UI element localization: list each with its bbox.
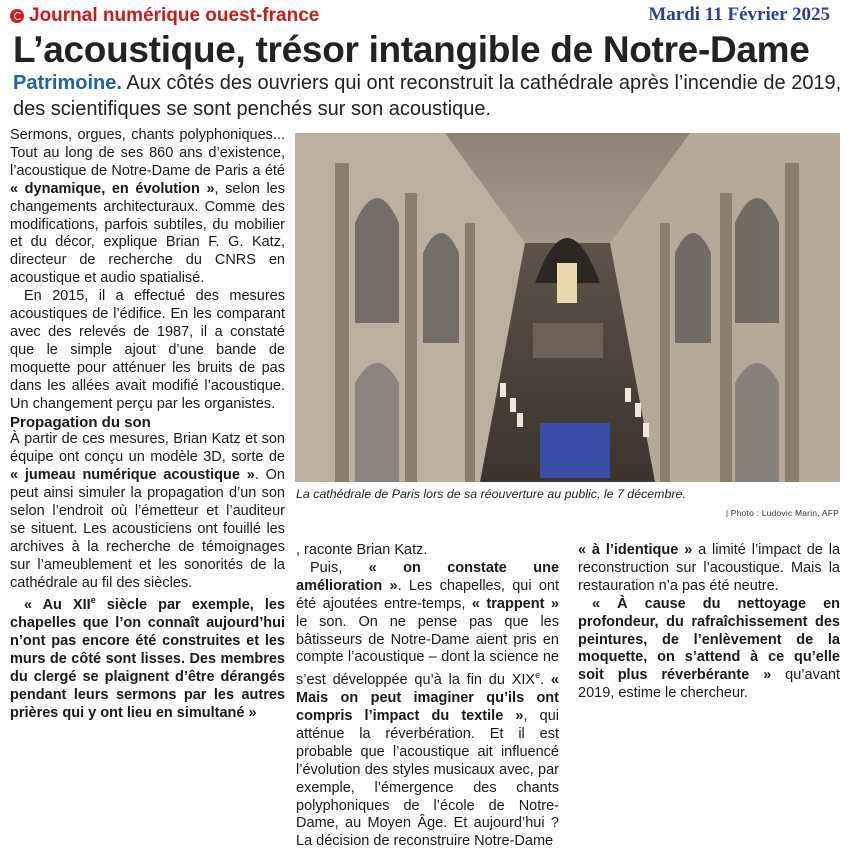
cathedral-nave-illustration — [295, 133, 840, 482]
ouest-france-logo-icon — [10, 9, 24, 23]
paragraph-2: En 2015, il a effectué des mesures acoustiques de l’édifice. En les comparant avec des relevés de 1987, il a constaté que le simple ajout d’une bande de moquette pour atténuer les bruits de pas dans les allées avait modifié l’acoustique. Un changement perçu par les organistes. — [10, 288, 285, 412]
cathedral-photo — [295, 133, 840, 482]
paragraph-6: « À cause du nettoyage en profondeur, du rafraîchissement des peintures, de l’enlèvement de la moquette, on s’attend à ce qu’elle soit plus réverbérante » qu’avant 2019, estime le chercheur. — [578, 595, 841, 702]
article-column-3 — [578, 542, 840, 703]
paragraph-5: Puis, « on constate une amélioration ». Les chapelles, qui ont été ajoutées entre-temps, « trappent » le son. On ne pense pas que les bâtisseurs de Notre-Dame aient pris en compte l’acoustique – dont la science ne s’est développée qu’à la fin du XIXe. « Mais on peut imaginer qu’ils ont compris l’impact du textile », qui atténue la réverbération. Et il est probable que l’acoustique ait influencé l’évolution des styles musicaux avec, par exemple, l’émergence des chants polyphoniques de l’école de Notre-Dame, au Moyen Âge. Et aujourd’hui ? La décision de reconstruire Notre-Dame — [296, 559, 560, 850]
photo-caption: La cathédrale de Paris lors de sa réouverture au public, le 7 décembre. — [296, 487, 686, 501]
paragraph-4-start: « Au XIIe siècle par exemple, les chapelles que l’on connaît aujourd’hui n’ont pas encore été construites et les murs de côté sont lisses. Des membres du clergé se plaignent d’être dérangés pendant leurs sermons par les autres prières qui y ont lieu en simultané » — [10, 595, 285, 721]
brand-name: Journal numérique ouest-france — [29, 5, 320, 26]
brand-header — [10, 5, 319, 27]
article-column-1 — [10, 127, 285, 723]
paragraph-3: À partir de ces mesures, Brian Katz et son équipe ont conçu un modèle 3D, sorte de « jumeau numérique acoustique ». On peut ainsi simuler la propagation d’un son selon l’endroit où l’émetteur et l’auditeur se situent. Les acousticiens ont fouillé les archives à la recherche de témoignages sur l’ameublement et les sonorités de la cathédrale au fil des siècles. — [10, 431, 285, 591]
paragraph-4-end: , raconte Brian Katz. — [296, 542, 428, 558]
publication-date: Mardi 11 Février 2025 — [648, 4, 830, 25]
article-lead: Aux côtés des ouvriers qui ont reconstruit la cathédrale après l’incendie de 2019, des scientifiques se sont penchés sur son acoustique. — [13, 72, 842, 120]
article-kicker: Patrimoine. — [13, 72, 122, 94]
article-subtitle — [13, 70, 843, 122]
section-heading: Propagation du son — [10, 413, 151, 431]
article-title: L’acoustique, trésor intangible de Notre-Dame — [13, 29, 810, 70]
article-column-2 — [296, 542, 559, 851]
photo-credit: | Photo : Ludovic Marin, AFP — [725, 508, 839, 518]
paragraph-1: Sermons, orgues, chants polyphoniques... Tout au long de ses 860 ans d’existence, l’acoustique de Notre-Dame de Paris a été « dynamique, en évolution », selon les changements architecturaux. Comme des modifications, parfois subtiles, du mobilier et du décor, explique Brian F. G. Katz, directeur de recherche du CNRS en acoustique et audio spatialisé. — [10, 127, 285, 287]
paragraph-5-end: « à l’identique » a limité l’impact de la reconstruction sur l’acoustique. Mais la restauration n’a pas été neutre. — [578, 542, 841, 594]
